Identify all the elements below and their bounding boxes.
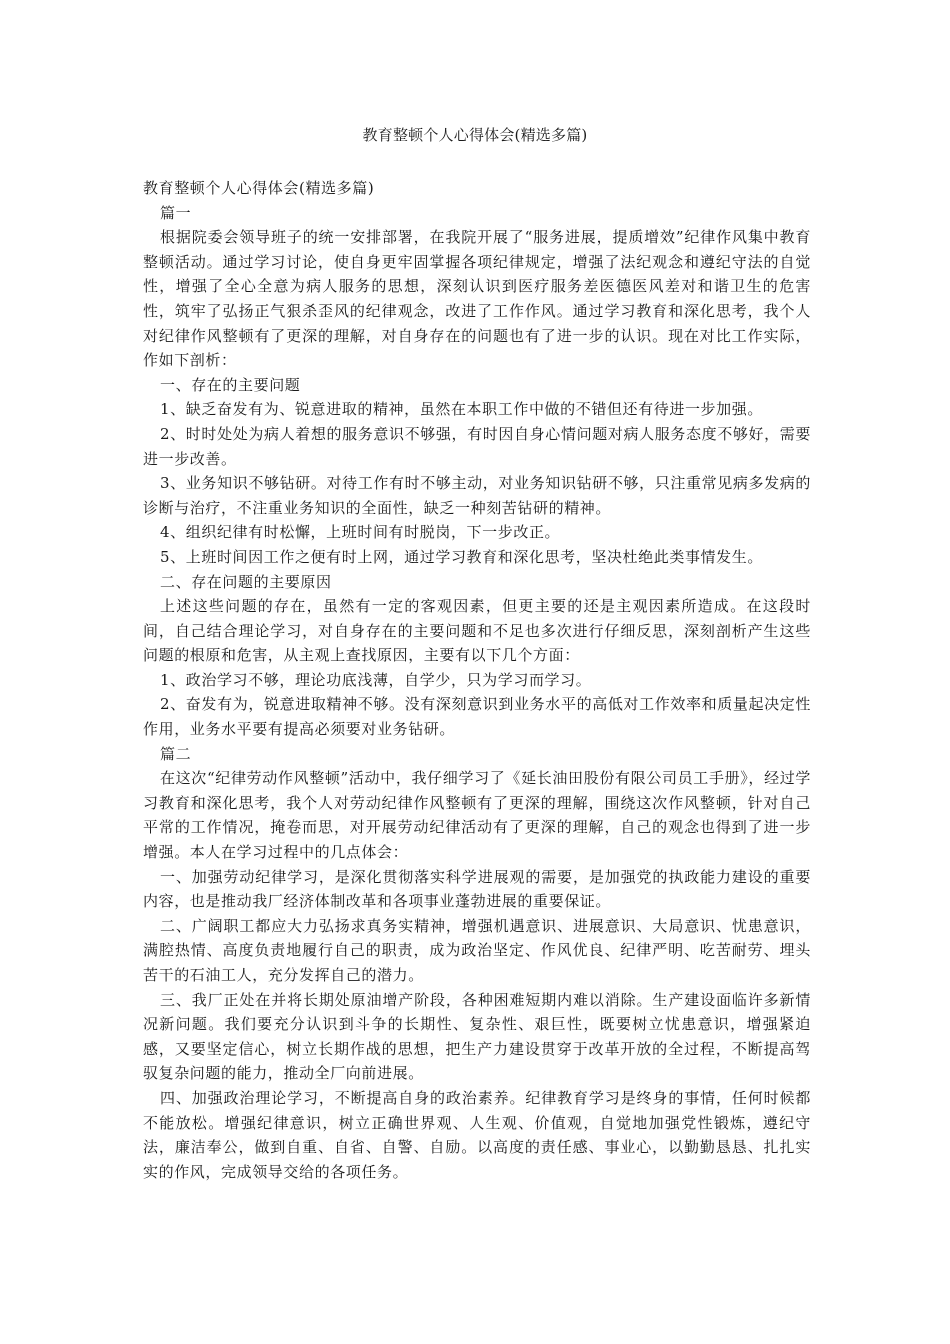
section-heading: 一、存在的主要问题 [160, 375, 301, 394]
page-title: 教育整顿个人心得体会(精选多篇) [362, 126, 588, 144]
list-item: 1、政治学习不够，理论功底浅薄，自学少，只为学习而学习。 [160, 670, 592, 689]
paragraph: 根据院委会领导班子的统一安排部署，在我院开展了“服务进展，提质增效”纪律作风集中教育整顿活动。通过学习讨论，使自身更牢固掌握各项纪律规定，增强了法纪观念和遵纪守法的自觉性，增强了全心全意为病人服务的思想，深刻认识到医疗服务差医德医风差对和谐卫生的危害性，筑牢了弘扬正气狠杀歪风的纪律观念，改进了工作作风。通过学习教育和深化思考，我个人对纪律作风整顿有了更深的理解，对自身存在的问题也有了进一步的认识。现在对比工作实际，作如下剖析： [143, 228, 811, 370]
section-heading: 二、存在问题的主要原因 [160, 572, 332, 591]
document-body [143, 176, 811, 1184]
list-item: 5、上班时间因工作之便有时上网，通过学习教育和深化思考，坚决杜绝此类事情发生。 [160, 547, 763, 566]
list-item: 2、时时处处为病人着想的服务意识不够强，有时因自身心情问题对病人服务态度不够好，需要进一步改善。 [143, 424, 811, 468]
paragraph: 三、我厂正处在并将长期处原油增产阶段，各种困难短期内难以消除。生产建设面临许多新情况新问题。我们要充分认识到斗争的长期性、复杂性、艰巨性，既要树立忧患意识，增强紧迫感，又要坚定信心，树立长期作战的思想，把生产力建设贯穿于改革开放的全过程，不断提高驾驭复杂问题的能力，推动全厂向前进展。 [143, 990, 811, 1083]
paragraph: 上述这些问题的存在，虽然有一定的客观因素，但更主要的还是主观因素所造成。在这段时间，自己结合理论学习，对自身存在的主要问题和不足也多次进行仔细反思，深刻剖析产生这些问题的根原和危害，从主观上查找原因，主要有以下几个方面： [143, 597, 811, 665]
section-heading-part-one: 篇一 [160, 203, 192, 222]
list-item: 4、组织纪律有时松懈，上班时间有时脱岗，下一步改正。 [160, 523, 561, 542]
list-item: 2、奋发有为，锐意进取精神不够。没有深刻意识到业务水平的高低对工作效率和质量起决定性作用，业务水平要有提高必须要对业务钻研。 [143, 695, 811, 739]
paragraph: 二、广阔职工都应大力弘扬求真务实精神，增强机遇意识、进展意识、大局意识、忧患意识，满腔热情、高度负责地履行自己的职责，成为政治坚定、作风优良、纪律严明、吃苦耐劳、埋头苦干的石油工人，充分发挥自己的潜力。 [143, 916, 811, 984]
document-subtitle: 教育整顿个人心得体会(精选多篇) [143, 179, 375, 197]
paragraph: 四、加强政治理论学习，不断提高自身的政治素养。纪律教育学习是终身的事情，任何时候都不能放松。增强纪律意识，树立正确世界观、人生观、价值观，自觉地加强党性锻炼，遵纪守法，廉洁奉公，做到自重、自省、自警、自励。以高度的责任感、事业心，以勤勤恳恳、扎扎实实的作风，完成领导交给的各项任务。 [143, 1088, 811, 1181]
list-item: 1、缺乏奋发有为、锐意进取的精神，虽然在本职工作中做的不错但还有待进一步加强。 [160, 400, 763, 419]
paragraph: 一、加强劳动纪律学习，是深化贯彻落实科学进展观的需要，是加强党的执政能力建设的重要内容，也是推动我厂经济体制改革和各项事业蓬勃进展的重要保证。 [143, 867, 811, 911]
list-item: 3、业务知识不够钻研。对待工作有时不够主动，对业务知识钻研不够，只注重常见病多发病的诊断与治疗，不注重业务知识的全面性，缺乏一种刻苦钻研的精神。 [143, 474, 811, 517]
section-heading-part-two: 篇二 [160, 744, 192, 763]
paragraph: 在这次“纪律劳动作风整顿”活动中，我仔细学习了《延长油田股份有限公司员工手册》，经过学习教育和深化思考，我个人对劳动纪律作风整顿有了更深的理解，围绕这次作风整顿，针对自己平常的工作情况，掩卷而思，对开展劳动纪律活动有了更深的理解，自己的观念也得到了进一步增强。本人在学习过程中的几点体会： [143, 769, 811, 862]
